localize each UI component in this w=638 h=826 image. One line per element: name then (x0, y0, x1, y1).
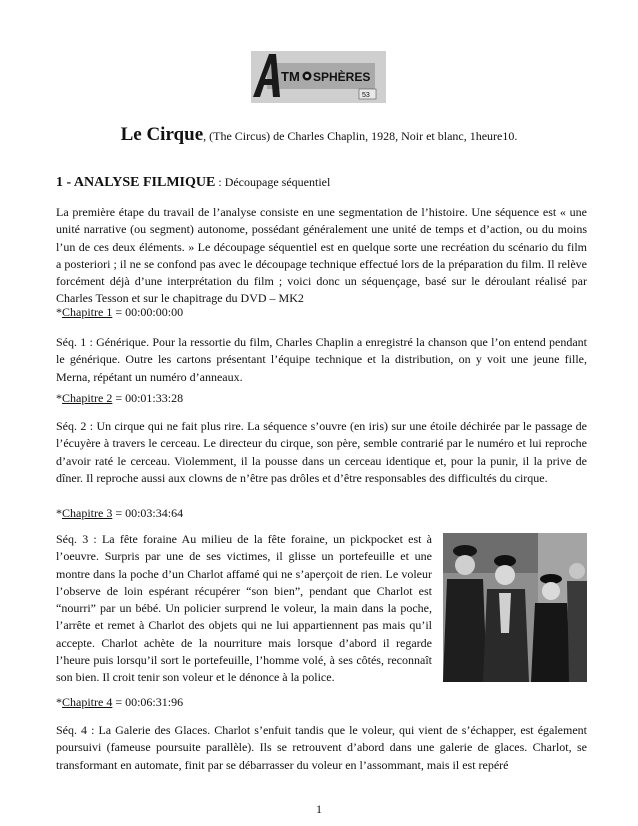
chapter-time-1: = 00:00:00:00 (112, 305, 184, 319)
chapter-link-2[interactable]: Chapitre 2 (62, 391, 113, 405)
chapter-line-2 (56, 391, 183, 406)
chapter-link-3[interactable]: Chapitre 3 (62, 506, 113, 520)
sequence-1: Séq. 1 : Générique. Pour la ressortie du film, Charles Chaplin a enregistré la chanson que l’on entend pendant le générique. Outre les cartons présentant l’équipe technique et la distribution, on y voit une jeune fille, Merna, répétant un numéro d’anneaux. (56, 335, 587, 384)
chapter-time-3: = 00:03:34:64 (112, 506, 184, 520)
sequence-4: Séq. 4 : La Galerie des Glaces. Charlot s’enfuit tandis que le voleur, qui vient de s’échapper, est également poursuivi (fameuse poursuite parallèle). Ils se retrouvent d’abord dans une galerie de glaces. Charlot, se transformant en automate, finit par se débarrasser du voleur en l’assommant, mais il est repéré (56, 723, 587, 772)
sequence-3: Séq. 3 : La fête foraine Au milieu de la fête foraine, un pickpocket est à l’oeuvre. Surpris par une de ses victimes, il glisse un portefeuille et une montre dans la poche d’un Charlot affamé qui ne s’aperçoit de rien. Le voleur l’observe de loin espérant récupérer “son bien”, pendant que Charlot est “nourri” par un bébé. Un policier surprend le voleur, la main dans la poche, l’arrête et remet à Charlot des objets qui ne lui appartiennent pas mais qu’il accepte. Charlot achète de la nourriture mais lorsque d’abord il regarde l’heure puis lorsqu’il sort le portefeuille, l’homme volé, à ses côtés, reconnaît son bien. Il croit tenir son voleur et le dénonce à la police. (56, 532, 432, 685)
atmospheres-logo (251, 51, 386, 103)
sequence-2: Séq. 2 : Un cirque qui ne fait plus rire. La séquence s’ouvre (en iris) sur une étoile déchirée par le passage de l’écuyère à travers le cerceau. Le directeur du cirque, son père, semble contrarié par le numéro et lui reproche d’avoir raté le cerceau. Violemment, il la pousse dans un cerceau identique et, pour la punir, il la prive de dîner. Il reproche aussi aux clowns de n’être pas drôles et d’être responsables des difficultés du cirque. (56, 419, 587, 485)
chapter-link-1[interactable]: Chapitre 1 (62, 305, 113, 319)
chapter-prefix: * (56, 695, 62, 709)
section-subtitle: : Découpage séquentiel (215, 175, 331, 189)
chapter-time-4: = 00:06:31:96 (112, 695, 184, 709)
logo-text-left: TM (281, 69, 300, 84)
document-title (0, 124, 638, 146)
chapter-prefix: * (56, 305, 62, 319)
section-heading (56, 175, 330, 191)
chapter-link-4[interactable]: Chapitre 4 (62, 695, 113, 709)
chapter-line-1 (56, 305, 183, 320)
logo-text-right: SPHÈRES (313, 70, 371, 84)
page-number: 1 (316, 802, 322, 816)
section-title: 1 - ANALYSE FILMIQUE (56, 175, 216, 190)
chapter-line-3 (56, 506, 183, 521)
intro-paragraph: La première étape du travail de l’analyse consiste en une segmentation de l’histoire. Une séquence est « une unité narrative (ou segment) autonome, possédant généralement une unité de temps et d’action, ou du moins l’un de ces deux éléments. » Le découpage séquentiel est en quelque sorte une recréation du scénario du film a posteriori ; il ne se confond pas avec le découpage technique effectué lors de la préparation du film. Il relève forcément déjà d’une interprétation du film ; voici donc un séquençage, basé sur le déroulant réalisé par Charles Tesson et sur le chapitrage du DVD – MK2 (56, 205, 587, 306)
logo-issue: 53 (362, 92, 370, 99)
chapter-prefix: * (56, 506, 62, 520)
chapter-time-2: = 00:01:33:28 (112, 391, 184, 405)
film-credits: , (The Circus) de Charles Chaplin, 1928, Noir et blanc, 1heure10. (203, 129, 518, 143)
chapter-line-4 (56, 695, 183, 710)
chapter-prefix: * (56, 391, 62, 405)
film-title: Le Cirque (120, 124, 204, 145)
film-still-photo (443, 533, 587, 682)
